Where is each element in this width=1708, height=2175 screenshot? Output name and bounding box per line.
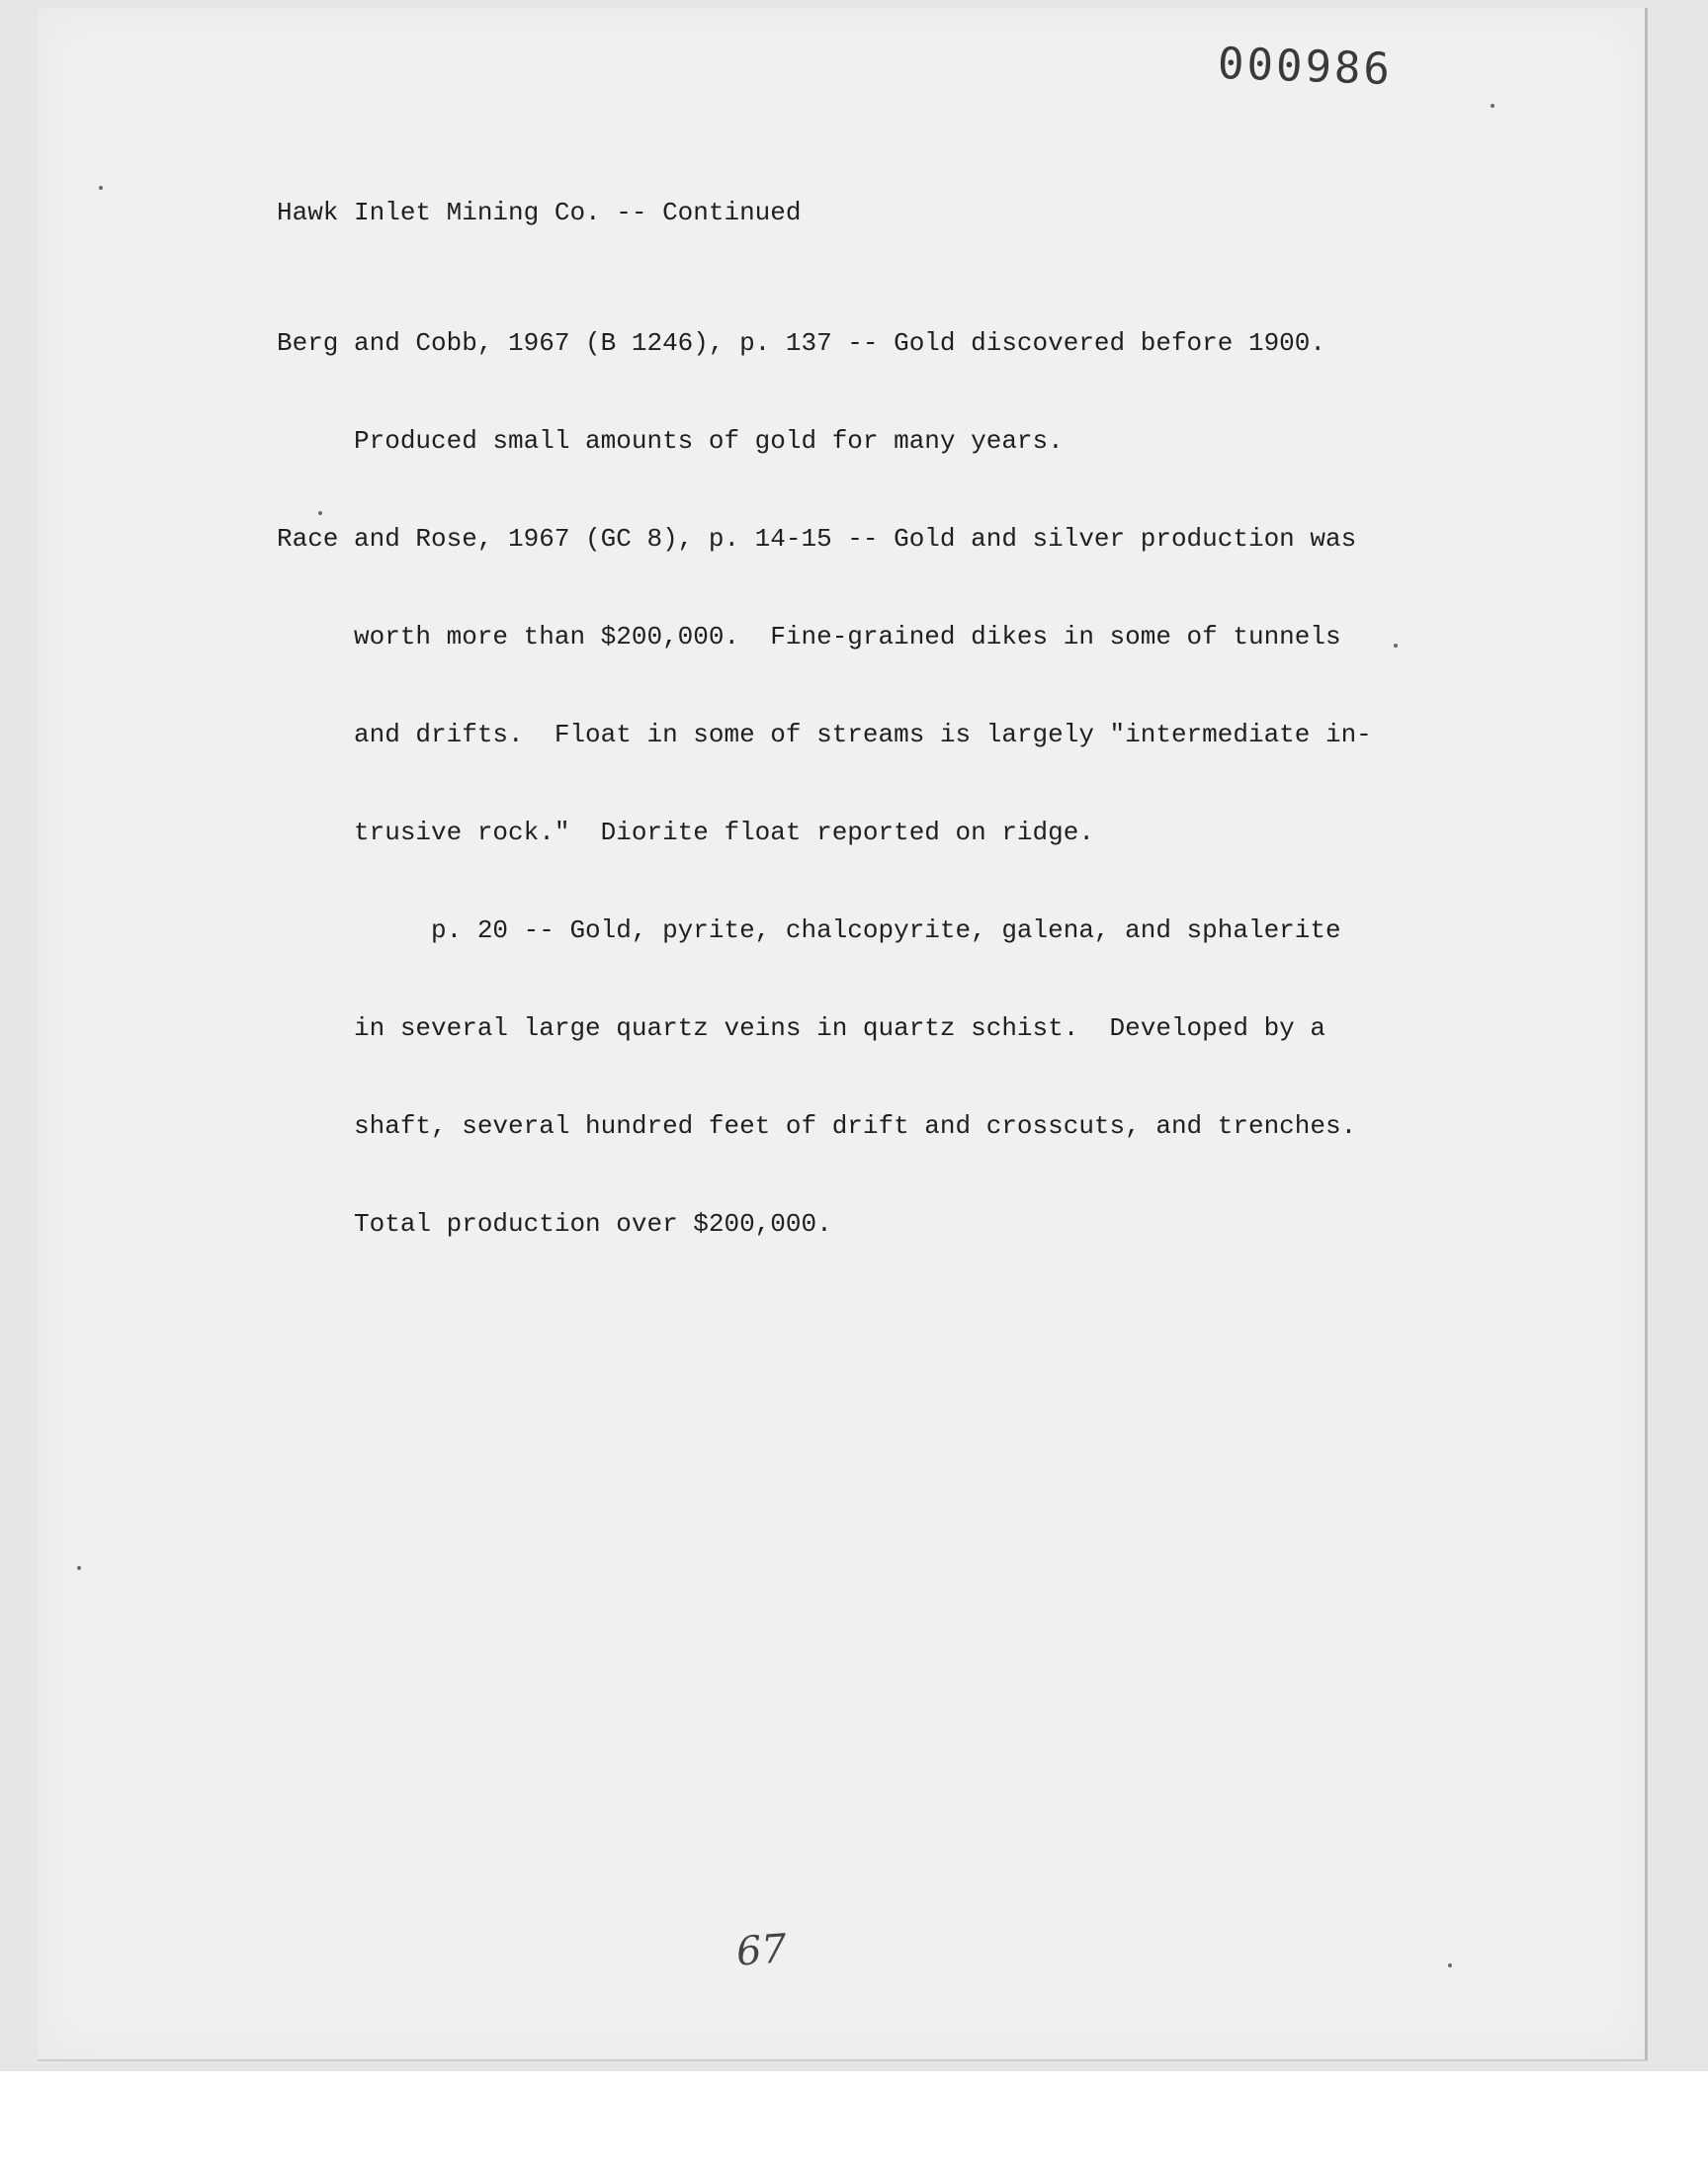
scan-speck <box>1448 1963 1452 1967</box>
body-line: Produced small amounts of gold for many years. <box>277 426 1064 456</box>
body-line: Race and Rose, 1967 (GC 8), p. 14-15 -- Gold and silver production was <box>277 524 1357 554</box>
body-line: trusive rock." Diorite float reported on ridge. <box>277 818 1094 847</box>
body-line: in several large quartz veins in quartz schist. Developed by a <box>277 1013 1325 1043</box>
scan-speck <box>99 186 103 190</box>
scan-speck <box>318 511 322 515</box>
body-line: shaft, several hundred feet of drift and crosscuts, and trenches. <box>277 1111 1357 1141</box>
body-line: Total production over $200,000. <box>277 1209 832 1239</box>
scan-speck <box>1491 104 1494 108</box>
document-heading: Hawk Inlet Mining Co. -- Continued <box>277 198 802 227</box>
body-line: p. 20 -- Gold, pyrite, chalcopyrite, galena, and sphalerite <box>277 915 1341 945</box>
scan-speck <box>1394 644 1398 648</box>
handwritten-page-number: 67 <box>734 1926 789 1975</box>
body-line: and drifts. Float in some of streams is largely "intermediate in- <box>277 720 1372 749</box>
document-id-stamp: 000986 <box>1217 38 1394 96</box>
scan-speck <box>77 1566 81 1570</box>
document-body <box>277 262 1372 1273</box>
body-line: Berg and Cobb, 1967 (B 1246), p. 137 -- Gold discovered before 1900. <box>277 328 1325 358</box>
body-line: worth more than $200,000. Fine-grained dikes in some of tunnels <box>277 622 1341 652</box>
